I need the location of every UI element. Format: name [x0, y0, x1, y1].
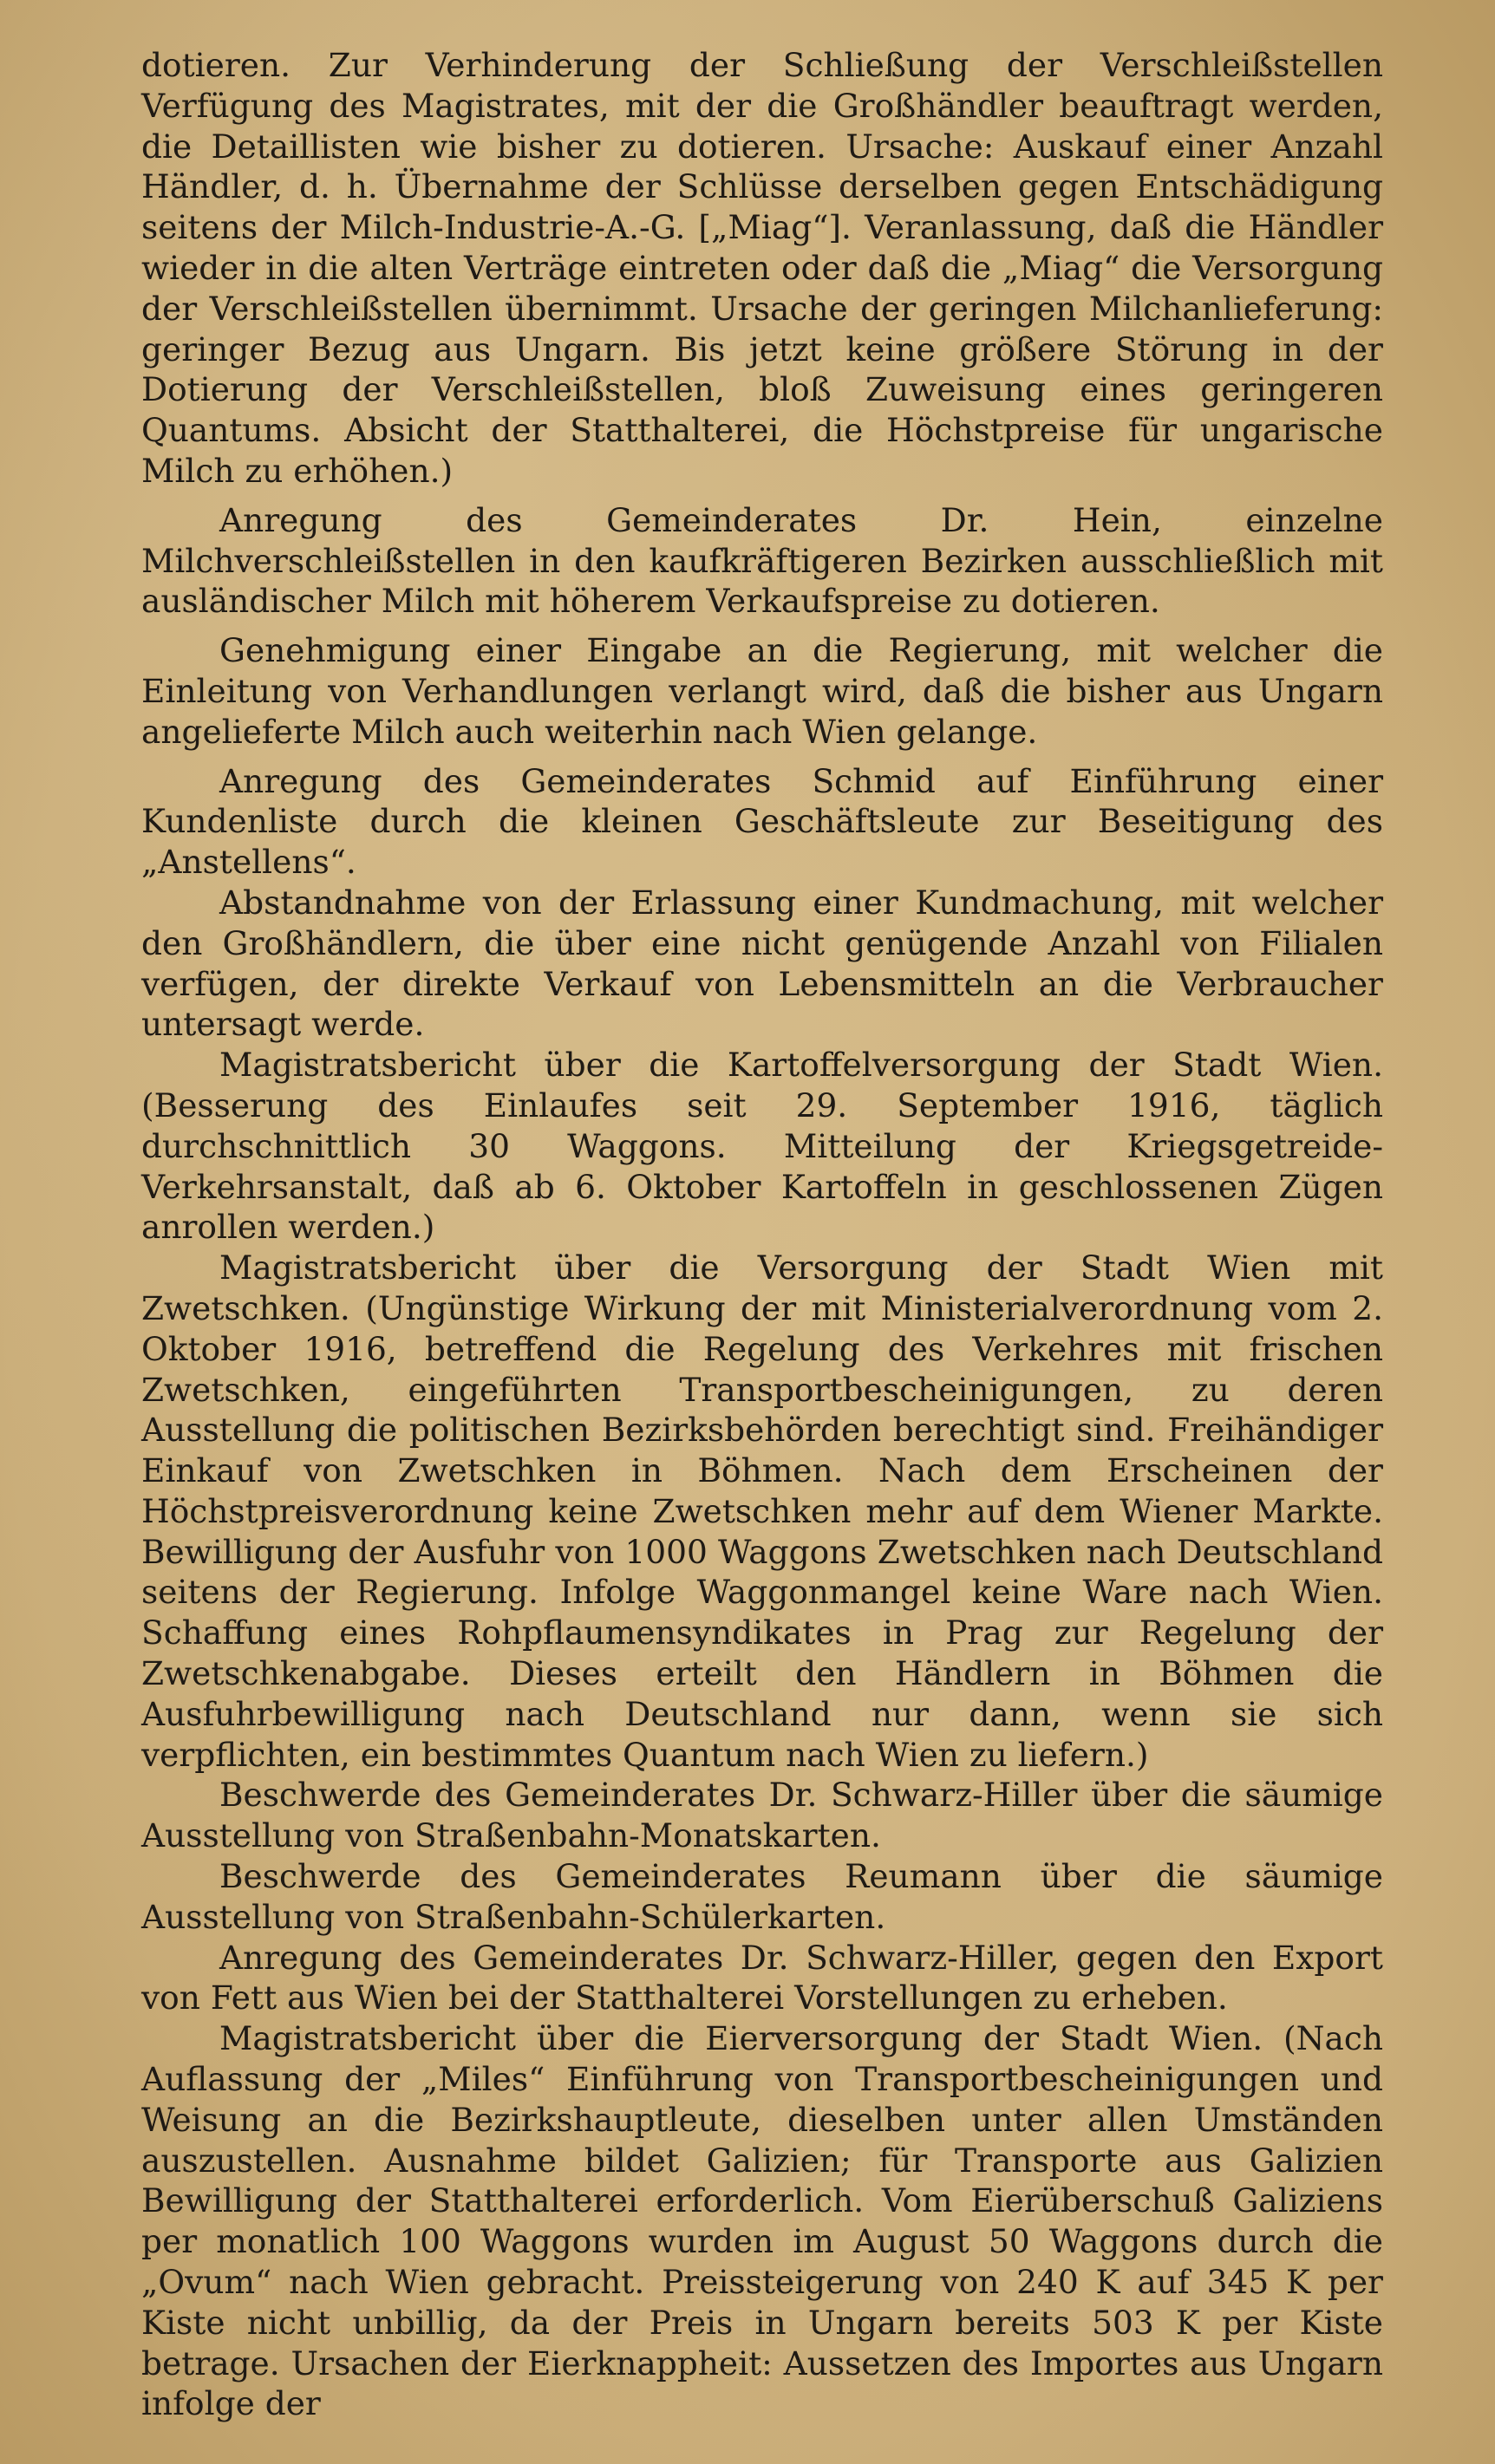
- paragraph-egg-report: Magistratsbericht über die Eierversorgung der Stadt Wien. (Nach Auflassung der „Miles“ Einführung von Transportbescheinigungen und Weisung an die Bezirkshauptleute, dieselben unter allen Umständen auszustellen. Ausnahme bildet Galizien; für Transporte aus Galizien Bewilligung der Statthalterei erforderlich. Vom Eierüberschuß Galiziens per monatlich 100 Waggons wurden im August 50 Waggons durch die „Ovum“ nach Wien gebracht. Preissteigerung von 240 K auf 345 K per Kiste nicht unbillig, da der Preis in Ungarn bereits 503 K per Kiste betrage. Ursachen der Eierknappheit: Aussetzen des Importes aus Ungarn infolge der: [141, 2019, 1383, 2423]
- paragraph-plum-report: Magistratsbericht über die Versorgung der Stadt Wien mit Zwetschken. (Ungünstige Wirkung der mit Ministerialverordnung vom 2. Oktober 1916, betreffend die Regelung des Verkehres mit frischen Zwetschken, eingeführten Transportbescheinigungen, zu deren Ausstellung die politischen Bezirksbehörden berechtigt sind. Freihändiger Einkauf von Zwetschken in Böhmen. Nach dem Erscheinen der Höchstpreisverordnung keine Zwetschken mehr auf dem Wiener Markte. Bewilligung der Ausfuhr von 1000 Waggons Zwetschken nach Deutschland seitens der Regierung. Infolge Waggonmangel keine Ware nach Wien. Schaffung eines Rohpflaumensyndikates in Prag zur Regelung der Zwetschkenabgabe. Dieses erteilt den Händlern in Böhmen die Ausfuhrbewilligung nach Deutschland nur dann, wenn sie sich verpflichten, ein bestimmtes Quantum nach Wien zu liefern.): [141, 1248, 1383, 1774]
- paragraph-hein-proposal: Anregung des Gemeinderates Dr. Hein, einzelne Milchverschleißstellen in den kaufkräftigeren Bezirken ausschließlich mit ausländischer Milch mit höherem Verkaufspreise zu dotieren.: [141, 500, 1383, 621]
- paragraph-milk-distribution: dotieren. Zur Verhinderung der Schließung der Verschleißstellen Verfügung des Magistrates, mit der die Großhändler beauftragt werden, die Detaillisten wie bisher zu dotieren. Ursache: Auskauf einer Anzahl Händler, d. h. Übernahme der Schlüsse derselben gegen Entschädigung seitens der Milch-Industrie-A.-G. [„Miag“]. Veranlassung, daß die Händler wieder in die alten Verträge eintreten oder daß die „Miag“ die Versorgung der Verschleißstellen übernimmt. Ursache der geringen Milchanlieferung: geringer Bezug aus Ungarn. Bis jetzt keine größere Störung in der Dotierung der Verschleißstellen, bloß Zuweisung eines geringeren Quantums. Absicht der Statthalterei, die Höchstpreise für ungarische Milch zu erhöhen.): [141, 46, 1383, 490]
- paragraph-potato-report: Magistratsbericht über die Kartoffelversorgung der Stadt Wien. (Besserung des Einlaufes seit 29. September 1916, täglich durchschnittlich 30 Waggons. Mitteilung der Kriegsgetreide-Verkehrsanstalt, daß ab 6. Oktober Kartoffeln in geschlossenen Zügen anrollen werden.): [141, 1046, 1383, 1247]
- paragraph-petition-government: Genehmigung einer Eingabe an die Regierung, mit welcher die Einleitung von Verhandlungen verlangt wird, daß die bisher aus Ungarn angelieferte Milch auch weiterhin nach Wien gelange.: [141, 631, 1383, 751]
- paragraph-tram-monthly-complaint: Beschwerde des Gemeinderates Dr. Schwarz-Hiller über die säumige Ausstellung von Straßenbahn-Monatskarten.: [141, 1776, 1383, 1855]
- document-body: [141, 45, 1383, 2424]
- paragraph-wholesalers-notice: Abstandnahme von der Erlassung einer Kundmachung, mit welcher den Großhändlern, die über eine nicht genügende Anzahl von Filialen verfügen, der direkte Verkauf von Lebensmitteln an die Verbraucher untersagt werde.: [141, 883, 1383, 1044]
- paragraph-schmid-proposal: Anregung des Gemeinderates Schmid auf Einführung einer Kundenliste durch die kleinen Geschäftsleute zur Beseitigung des „Anstellens“.: [141, 761, 1383, 882]
- paragraph-tram-student-complaint: Beschwerde des Gemeinderates Reumann über die säumige Ausstellung von Straßenbahn-Schülerkarten.: [141, 1857, 1383, 1936]
- paragraph-fat-export-proposal: Anregung des Gemeinderates Dr. Schwarz-Hiller, gegen den Export von Fett aus Wien bei der Statthalterei Vorstellungen zu erheben.: [141, 1938, 1383, 2017]
